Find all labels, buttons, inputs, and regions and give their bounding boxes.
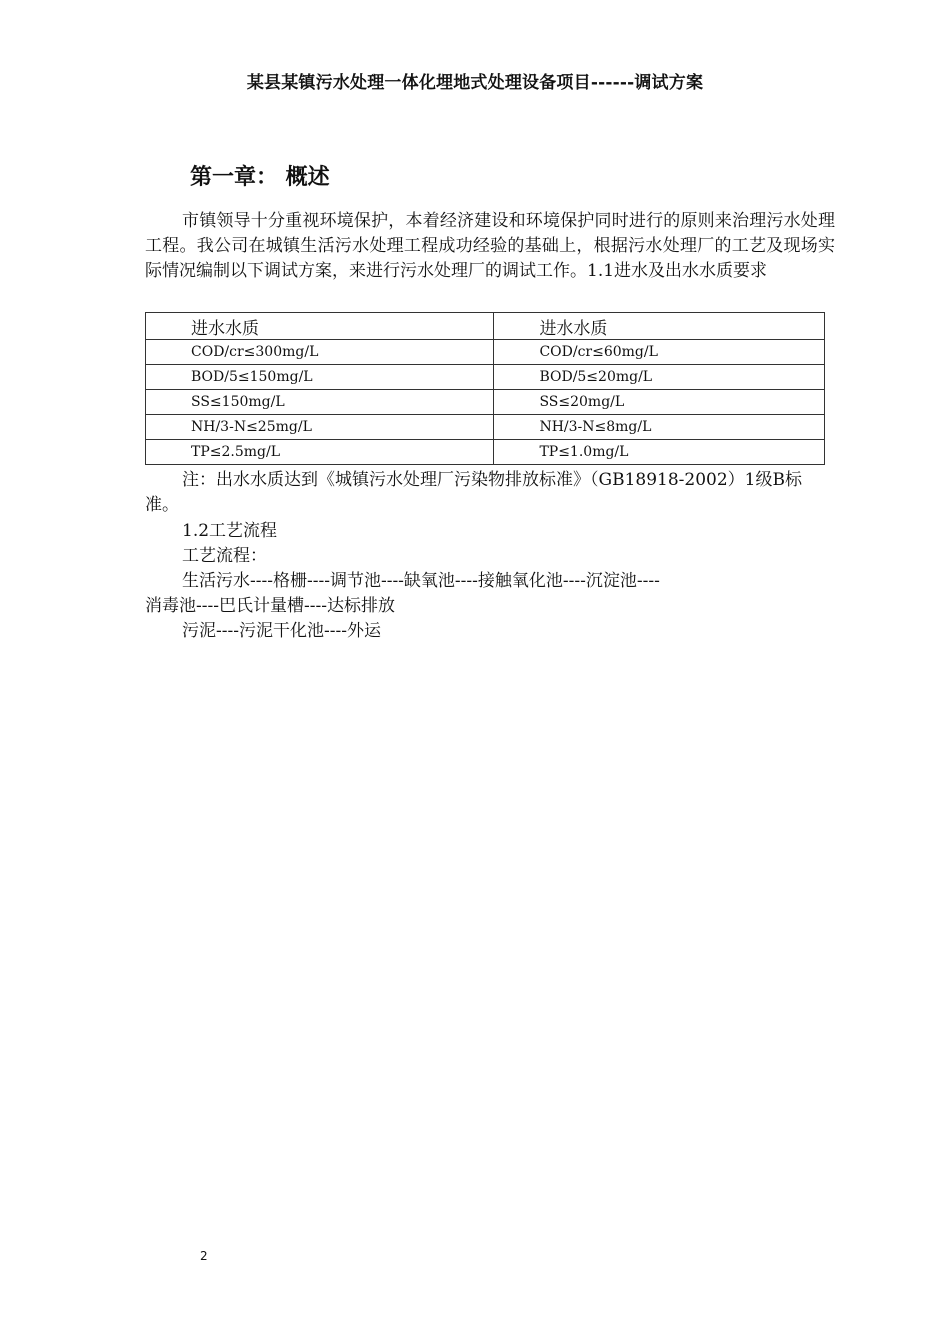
table-cell: TP≤1.0mg/L — [494, 440, 825, 465]
table-cell: NH/3-N≤8mg/L — [494, 415, 825, 440]
section-heading: 1.2工艺流程 — [182, 521, 278, 541]
process-flow-line: 生活污水----格栅----调节池----缺氧池----接触氧化池----沉淀池---- — [182, 571, 660, 591]
process-flow-line-continued: 消毒池----巴氏计量槽----达标排放 — [145, 596, 395, 616]
process-label: 工艺流程： — [182, 546, 267, 566]
standard-note: 注：出水水质达到《城镇污水处理厂污染物排放标准》（GB18918-2002）1级B标准。 — [145, 470, 802, 515]
sludge-flow-line: 污泥----污泥干化池----外运 — [182, 621, 381, 641]
document-header: 某县某镇污水处理一体化埋地式处理设备项目------调试方案 — [246, 73, 704, 93]
table-cell: BOD/5≤150mg/L — [146, 365, 494, 390]
table-header-cell: 进水水质 — [494, 313, 825, 340]
table-header-cell: 进水水质 — [146, 313, 494, 340]
page-number: 2 — [200, 1249, 208, 1263]
table-cell: COD/cr≤60mg/L — [494, 340, 825, 365]
table-cell: BOD/5≤20mg/L — [494, 365, 825, 390]
table-cell: TP≤2.5mg/L — [146, 440, 494, 465]
table-cell: COD/cr≤300mg/L — [146, 340, 494, 365]
table-cell: SS≤150mg/L — [146, 390, 494, 415]
table-cell: NH/3-N≤25mg/L — [146, 415, 494, 440]
table-row — [146, 390, 825, 415]
table-row — [146, 340, 825, 365]
table-row — [146, 415, 825, 440]
table-cell: SS≤20mg/L — [494, 390, 825, 415]
water-quality-table — [145, 312, 825, 465]
table-row — [146, 365, 825, 390]
table-row — [146, 440, 825, 465]
table-header-row — [146, 313, 825, 340]
chapter-title: 第一章： 概述 — [190, 165, 330, 190]
intro-paragraph: 市镇领导十分重视环境保护，本着经济建设和环境保护同时进行的原则来治理污水处理工程。我公司在城镇生活污水处理工程成功经验的基础上，根据污水处理厂的工艺及现场实际情况编制以下调试方案，来进行污水处理厂的调试工作。1.1进水及出水水质要求 — [145, 211, 835, 281]
